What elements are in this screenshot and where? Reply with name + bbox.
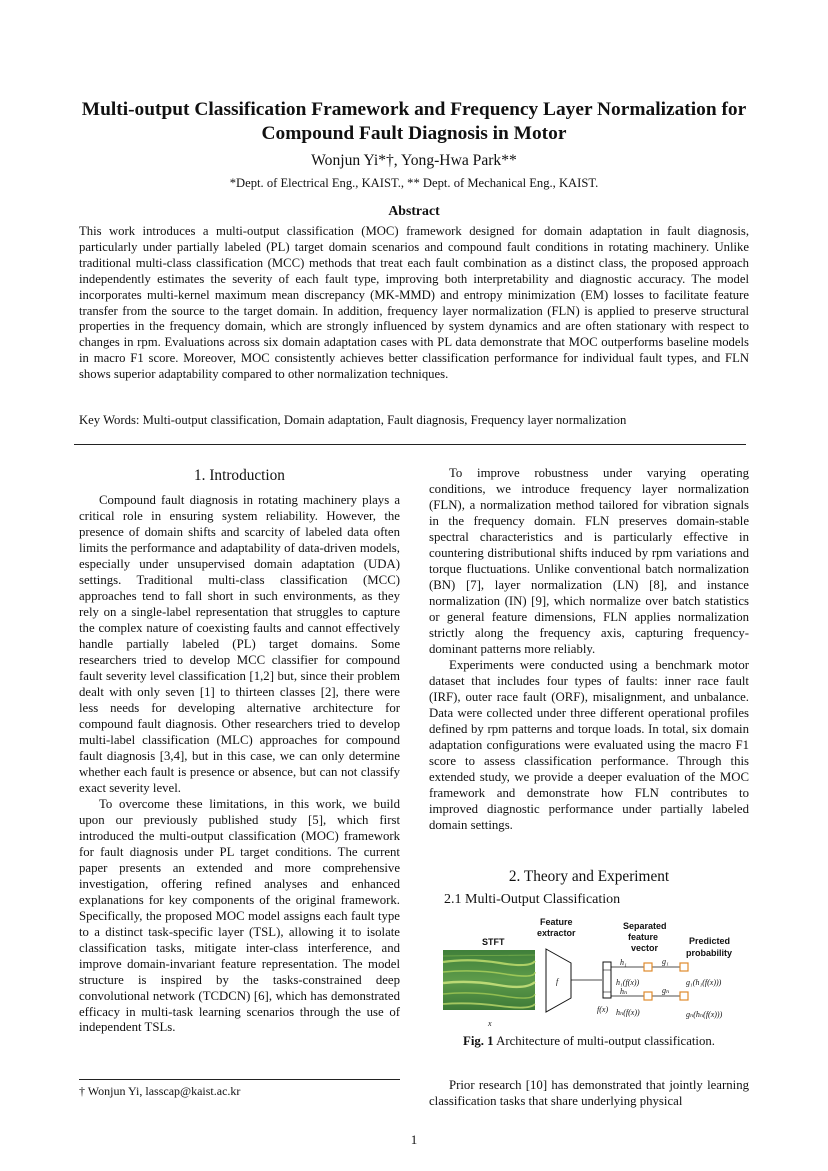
output-1-neuron [680,963,688,971]
authors: Wonjun Yi*†, Yong-Hwa Park** [311,152,517,169]
moc-architecture-diagram [440,914,752,1030]
math-x: x [488,1019,492,1028]
section-2-heading: 2. Theory and Experiment [508,868,670,885]
label-separated-1: Separated [623,921,667,931]
intro-paragraph-2: To overcome these limitations, in this work, we build upon our previously published study [5], which first introduced the multi-output classification (MOC) framework for fault diagnosis under PL target conditions. The current paper presents an extended and more comprehensive investigation, offering refined analyses and enhanced explanations for key components of the original framework. Specifically, the proposed MOC model assigns each fault type to a distinct task-specific layer (TSL), allowing it to isolate classification tasks, mitigate inter-class interference, and improve domain-invariant feature representation. The model structure is inspired by the tasks-constrained deep convolutional network (TCDCN) [6], which has demonstrated efficacy in multi-task learning scenarios through the use of independent TSLs. [79,796,400,1035]
page-number: 1 [410,1132,418,1147]
title-line-2: Compound Fault Diagnosis in Motor [261,123,567,144]
task-layer-n-neuron [644,992,652,1000]
label-separated-3: vector [631,943,659,953]
header-divider [74,444,746,445]
math-output-n: gₙ(hₙ(f(x))) [686,1010,723,1019]
subsection-2-1-heading: 2.1 Multi-Output Classification [444,892,621,907]
right-column-bottom [429,1078,749,1110]
label-predicted-1: Predicted [689,936,731,946]
left-column [79,493,400,1036]
section-1-heading: 1. Introduction [194,467,285,484]
footnote: † Wonjun Yi, lasscap@kaist.ac.kr [79,1084,241,1098]
figure-1-caption-text: Architecture of multi-output classification. [496,1034,715,1048]
intro-paragraph-1: Compound fault diagnosis in rotating machinery plays a critical role in ensuring system reliability. However, the presence of domain shifts and scarcity of labeled data often limits the performance and adaptability of data-driven models, especially under unsupervised domain adaptation (UDA) settings. Traditional multi-class classification (MCC) approaches tend to fall short in such environments, as they rely on a single-label representation that struggles to capture the complex nature of coexisting faults and cannot effectively handle partially labeled (PL) target domains. Some researchers tried to develop MCC classifier for compound fault severity level classification [1,2] but, since their problem dealt with only seven [1] to thirteen classes [2], there were less needs for developing alternative architecture for compound fault diagnosis. Other researchers tried to develop multi-label classification (MLC) approaches for compound fault diagnosis [3,4], but in this case, we can only determine whether each fault is presence or absence, but can not classify exact severity level. [79,493,400,795]
math-fx: f(x) [597,1005,609,1014]
abstract-heading: Abstract [388,203,440,218]
math-output-1: g₁(h₁(f(x))) [686,978,722,987]
paper-title [60,98,768,146]
label-stft: STFT [482,937,505,947]
label-feature-2: extractor [537,928,576,938]
math-f: f [556,977,559,986]
math-h1: h₁(f(x)) [616,978,640,987]
right-column-top [429,466,749,834]
feature-extractor-block [546,949,602,1012]
section-2-paragraph-1: Prior research [10] has demonstrated that jointly learning classification tasks that share underlying physical [429,1078,749,1108]
label-predicted-2: probability [686,948,733,958]
figure-1-caption-label: Fig. 1 [463,1034,494,1048]
output-n-neuron [680,992,688,1000]
footnote-divider [79,1079,400,1080]
intro-paragraph-4: Experiments were conducted using a benchmark motor dataset that includes four types of faults: inner race fault (IRF), outer race fault (ORF), misalignment, and unbalance. Data were collected under three different operational profiles defined by rpm patterns and torque loads. In total, six domain adaptation configurations were evaluated using the macro F1 score to assess classification performance. Through this extended study, we provide a deeper evaluation of the MOC framework and demonstrate how FLN contributes to improved diagnostic performance under partially labeled domain settings. [429,657,749,832]
math-hn: hₙ(f(x)) [616,1008,640,1017]
label-separated-2: feature [628,932,659,942]
keywords: Key Words: Multi-output classification, Domain adaptation, Fault diagnosis, Frequency layer normalization [79,413,627,427]
math-hn-small: hₙ [620,987,628,996]
title-line-1: Multi-output Classification Framework and Frequency Layer Normalization for [81,99,747,120]
separated-feature-vector [603,962,611,998]
math-g1: g₁ [662,957,669,966]
figure-1 [440,914,752,1030]
figure-1-caption [429,1033,749,1049]
spectrogram-image [443,950,535,1010]
task-layer-1-neuron [644,963,652,971]
math-h1-small: h₁ [620,958,627,967]
math-gn: gₙ [662,986,670,995]
abstract-text: This work introduces a multi-output classification (MOC) framework designed for domain adaptation in fault diagnosis, particularly under partially labeled (PL) target domain scenarios and compound fault conditions in rotating machinery. Unlike traditional multi-class classification (MCC) methods that treat each fault combination as a distinct class, the proposed approach independently estimates the severity of each fault type, improving both interpretability and diagnostic accuracy. The model incorporates multi-kernel maximum mean discrepancy (MK-MMD) and entropy minimization (EM) losses to facilitate feature transfer from the source to the target domain. In addition, frequency layer normalization (FLN) is applied to preserve structural properties in the frequency domain, which are strongly influenced by system dynamics and are often stationary with respect to changes in rpm. Evaluations across six domain adaptation cases with PL data demonstrate that MOC outperforms baseline models in macro F1 score. Moreover, MOC consistently achieves better classification performance for individual fault types, and FLN shows superior adaptability compared to other normalization techniques. [79,224,749,382]
intro-paragraph-3: To improve robustness under varying operating conditions, we introduce frequency layer normalization (FLN), a normalization method tailored for vibration signals in the frequency domain. FLN preserves domain-stable spectral characteristics and is particularly effective in countering distributional shifts induced by rpm variations and torque fluctuations. Unlike conventional batch normalization (BN) [7], layer normalization (LN) [8], and instance normalization (IN) [9], which normalize over batch statistics or general feature dimensions, FLN applies normalization strictly along the frequency axis, capturing frequency-dominant patterns more reliably. [429,466,749,656]
affiliation: *Dept. of Electrical Eng., KAIST., ** Dept. of Mechanical Eng., KAIST. [229,176,599,190]
label-feature-1: Feature [540,917,573,927]
